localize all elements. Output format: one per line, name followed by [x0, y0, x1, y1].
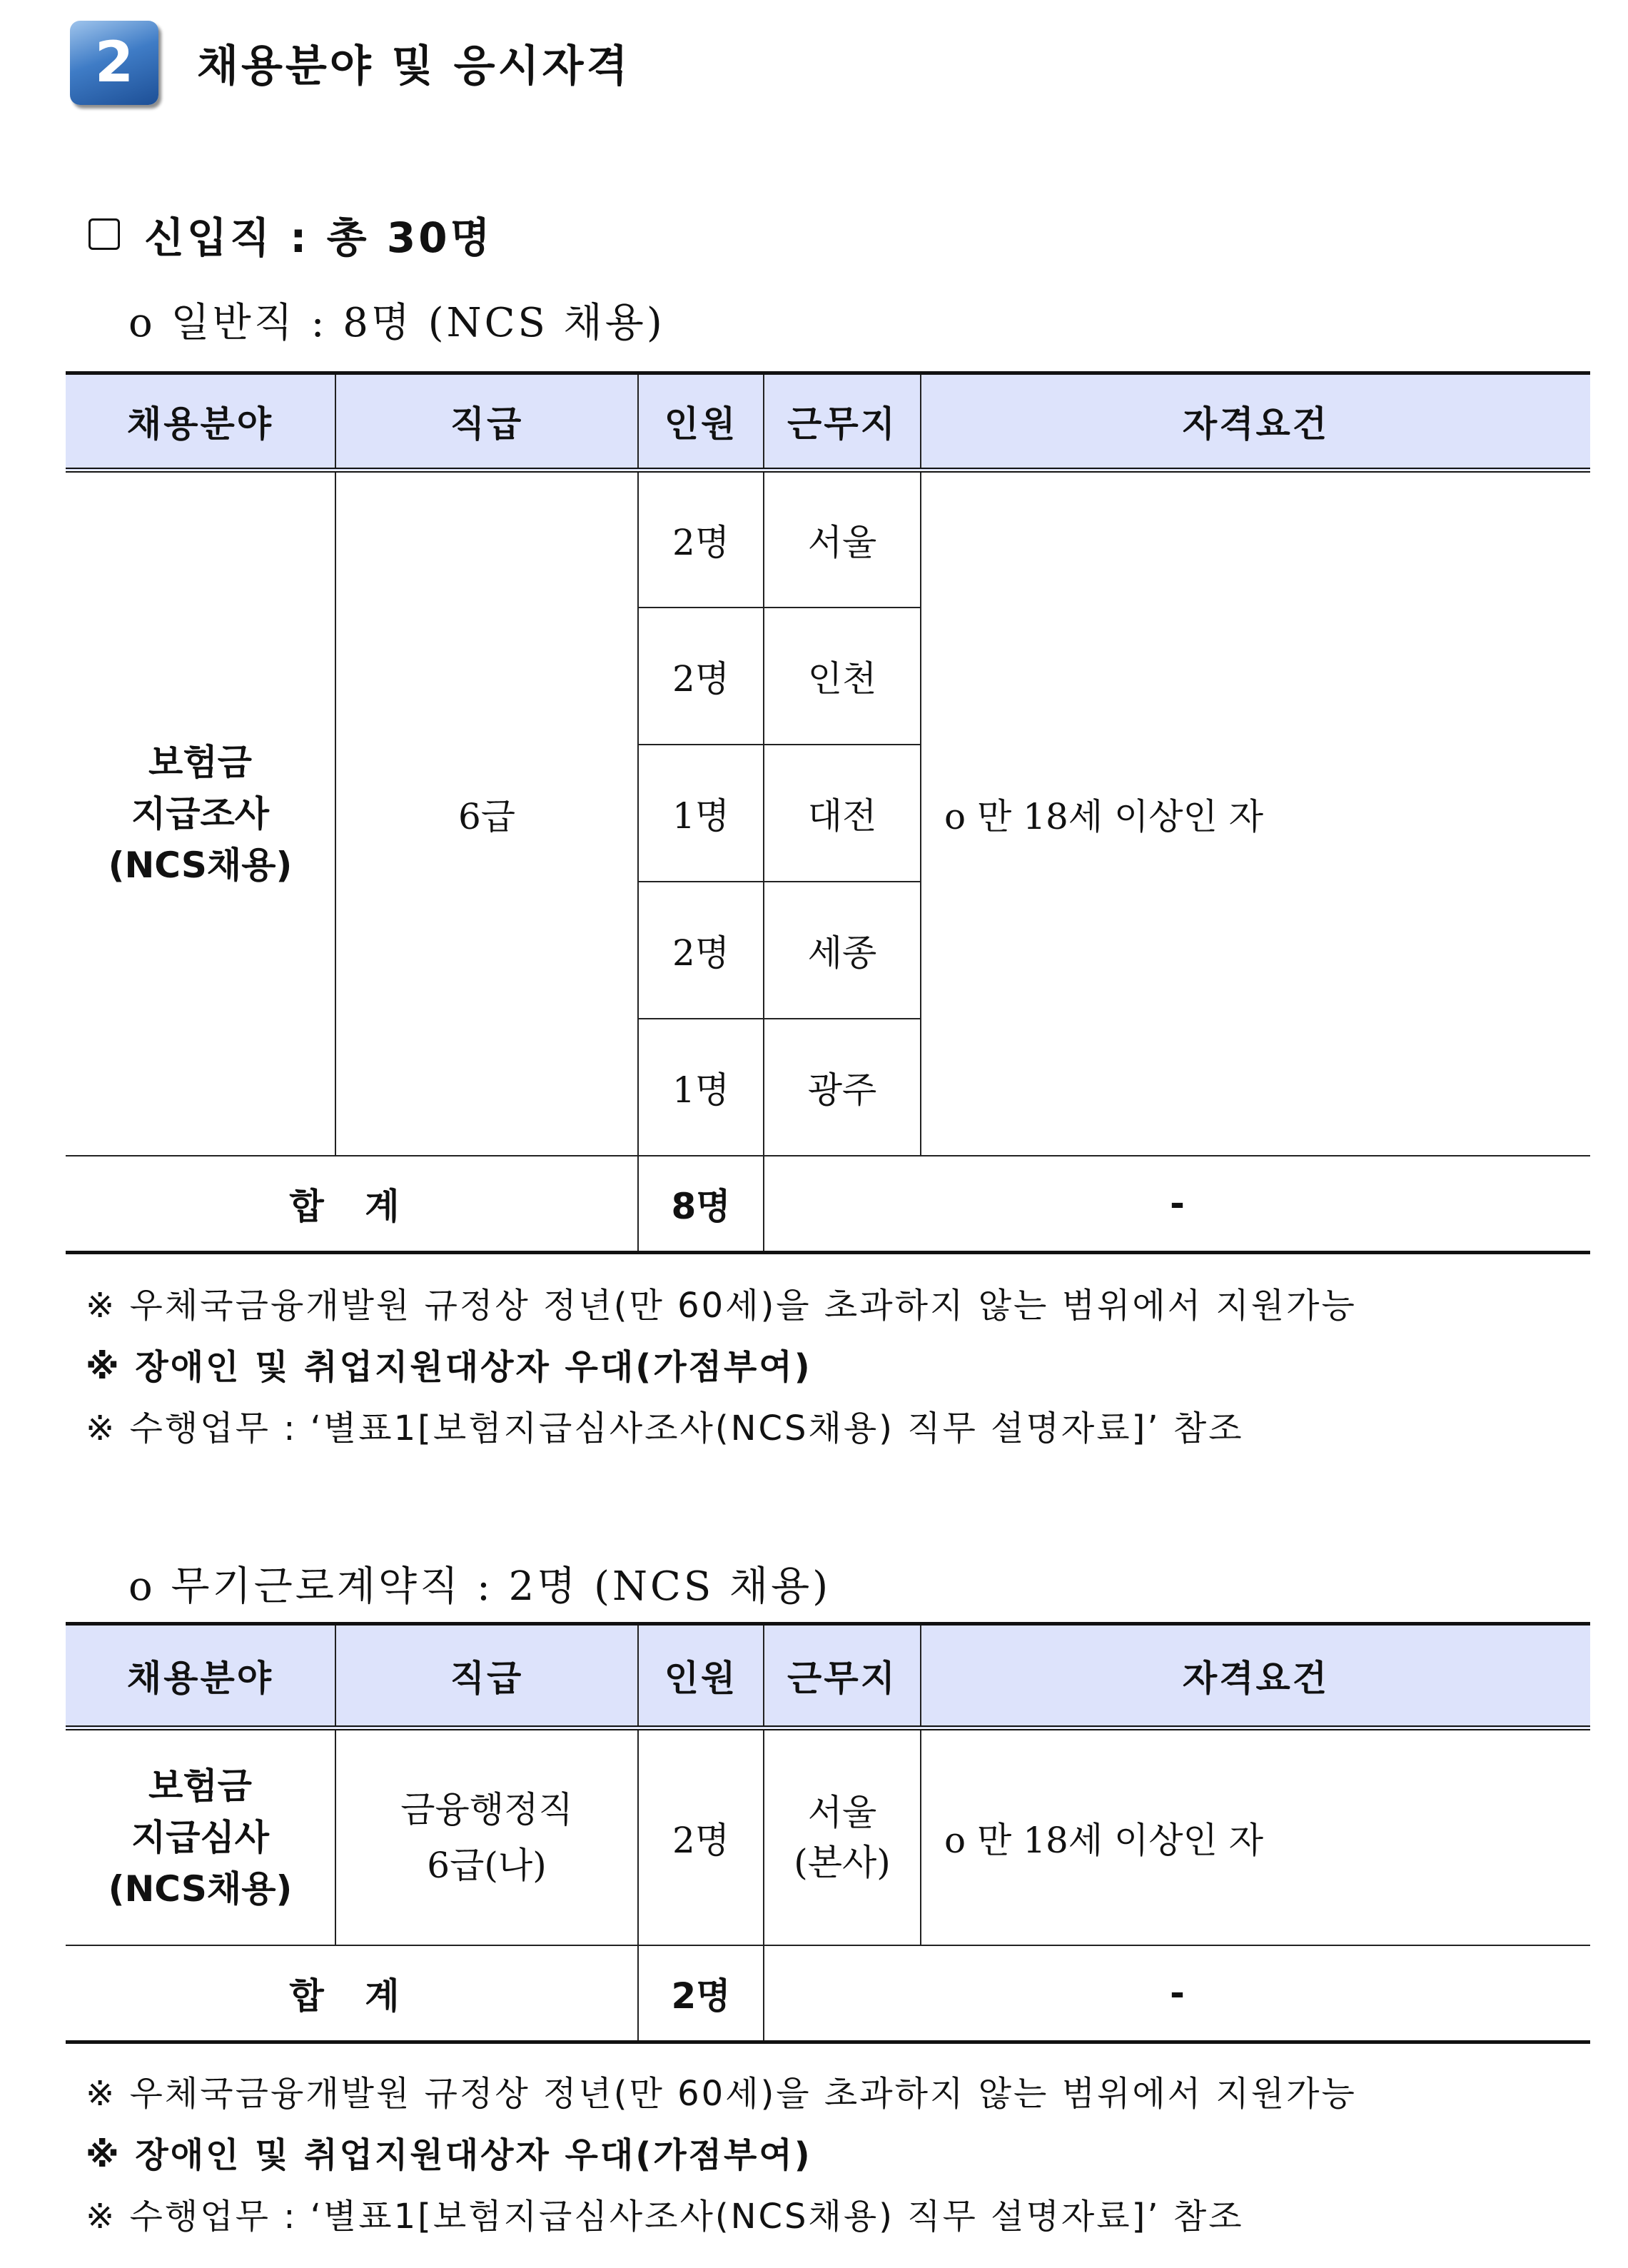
field-line: 지급심사	[131, 1816, 270, 1858]
header-requirement: 자격요건	[921, 1624, 1590, 1728]
field-line: (NCS채용)	[108, 1868, 293, 1910]
header-count: 인원	[638, 373, 764, 470]
note-item: ※ 우체국금융개발원 규정상 정년(만 60세)을 초과하지 않는 범위에서 지원가능	[86, 1286, 1357, 1326]
general-subheading: o 일반직 : 8명 (NCS 채용)	[128, 300, 665, 346]
contract-notes	[86, 2063, 1357, 2247]
count-cell: 2명	[638, 608, 764, 745]
general-recruit-table	[66, 371, 1590, 1254]
location-cell: 세종	[764, 882, 921, 1019]
total-dash: -	[764, 1156, 1590, 1253]
location-cell	[764, 1728, 921, 1945]
contract-recruit-table	[66, 1622, 1590, 2044]
count-cell: 2명	[638, 1728, 764, 1945]
grade-cell	[335, 1728, 638, 1945]
grade-line: 금융행정직	[400, 1788, 573, 1830]
grade-line: 6급(나)	[427, 1844, 547, 1886]
table-row	[66, 1728, 1590, 1945]
grade-cell: 6급	[335, 470, 638, 1156]
section-header	[70, 20, 630, 106]
header-count: 인원	[638, 1624, 764, 1728]
note-item: ※ 장애인 및 취업지원대상자 우대(가점부여)	[86, 1347, 812, 1387]
location-cell: 서울	[764, 470, 921, 608]
section-number-badge: 2	[70, 21, 158, 105]
note-item: ※ 장애인 및 취업지원대상자 우대(가점부여)	[86, 2135, 812, 2175]
header-grade: 직급	[335, 373, 638, 470]
total-label: 합 계	[66, 1156, 638, 1253]
count-cell: 1명	[638, 745, 764, 882]
field-line: 지급조사	[131, 792, 270, 835]
header-grade: 직급	[335, 1624, 638, 1728]
count-cell: 2명	[638, 882, 764, 1019]
table-row	[66, 470, 1590, 608]
total-row	[66, 1945, 1590, 2042]
header-field: 채용분야	[66, 373, 335, 470]
total-count: 2명	[638, 1945, 764, 2042]
location-cell: 광주	[764, 1019, 921, 1156]
header-location: 근무지	[764, 1624, 921, 1728]
recruit-heading-text: 신입직 : 총 30명	[144, 213, 493, 262]
recruit-heading	[89, 204, 493, 264]
note-item: ※ 우체국금융개발원 규정상 정년(만 60세)을 초과하지 않는 범위에서 지원가능	[86, 2074, 1357, 2114]
note-item: ※ 수행업무 : ‘별표1[보험지급심사조사(NCS채용) 직무 설명자료]’ 참조	[86, 2197, 1244, 2237]
requirement-cell: o 만 18세 이상인 자	[921, 470, 1590, 1156]
total-dash: -	[764, 1945, 1590, 2042]
header-field: 채용분야	[66, 1624, 335, 1728]
total-count: 8명	[638, 1156, 764, 1253]
section-title: 채용분야 및 응시자격	[197, 41, 631, 91]
location-line: (본사)	[794, 1841, 891, 1883]
field-cell	[66, 470, 335, 1156]
count-cell: 2명	[638, 470, 764, 608]
field-line: 보험금	[148, 741, 252, 783]
contract-subheading: o 무기근로계약직 : 2명 (NCS 채용)	[128, 1563, 831, 1610]
header-location: 근무지	[764, 373, 921, 470]
location-cell: 인천	[764, 608, 921, 745]
location-line: 서울	[807, 1791, 877, 1833]
total-label: 합 계	[66, 1945, 638, 2042]
header-requirement: 자격요건	[921, 373, 1590, 470]
field-line: (NCS채용)	[108, 844, 293, 886]
count-cell: 1명	[638, 1019, 764, 1156]
note-item: ※ 수행업무 : ‘별표1[보험지급심사조사(NCS채용) 직무 설명자료]’ 참조	[86, 1408, 1244, 1448]
field-line: 보험금	[148, 1765, 252, 1807]
field-cell	[66, 1728, 335, 1945]
location-cell: 대전	[764, 745, 921, 882]
checkbox-icon	[89, 218, 120, 250]
requirement-cell: o 만 18세 이상인 자	[921, 1728, 1590, 1945]
total-row	[66, 1156, 1590, 1253]
general-notes	[86, 1275, 1357, 1459]
